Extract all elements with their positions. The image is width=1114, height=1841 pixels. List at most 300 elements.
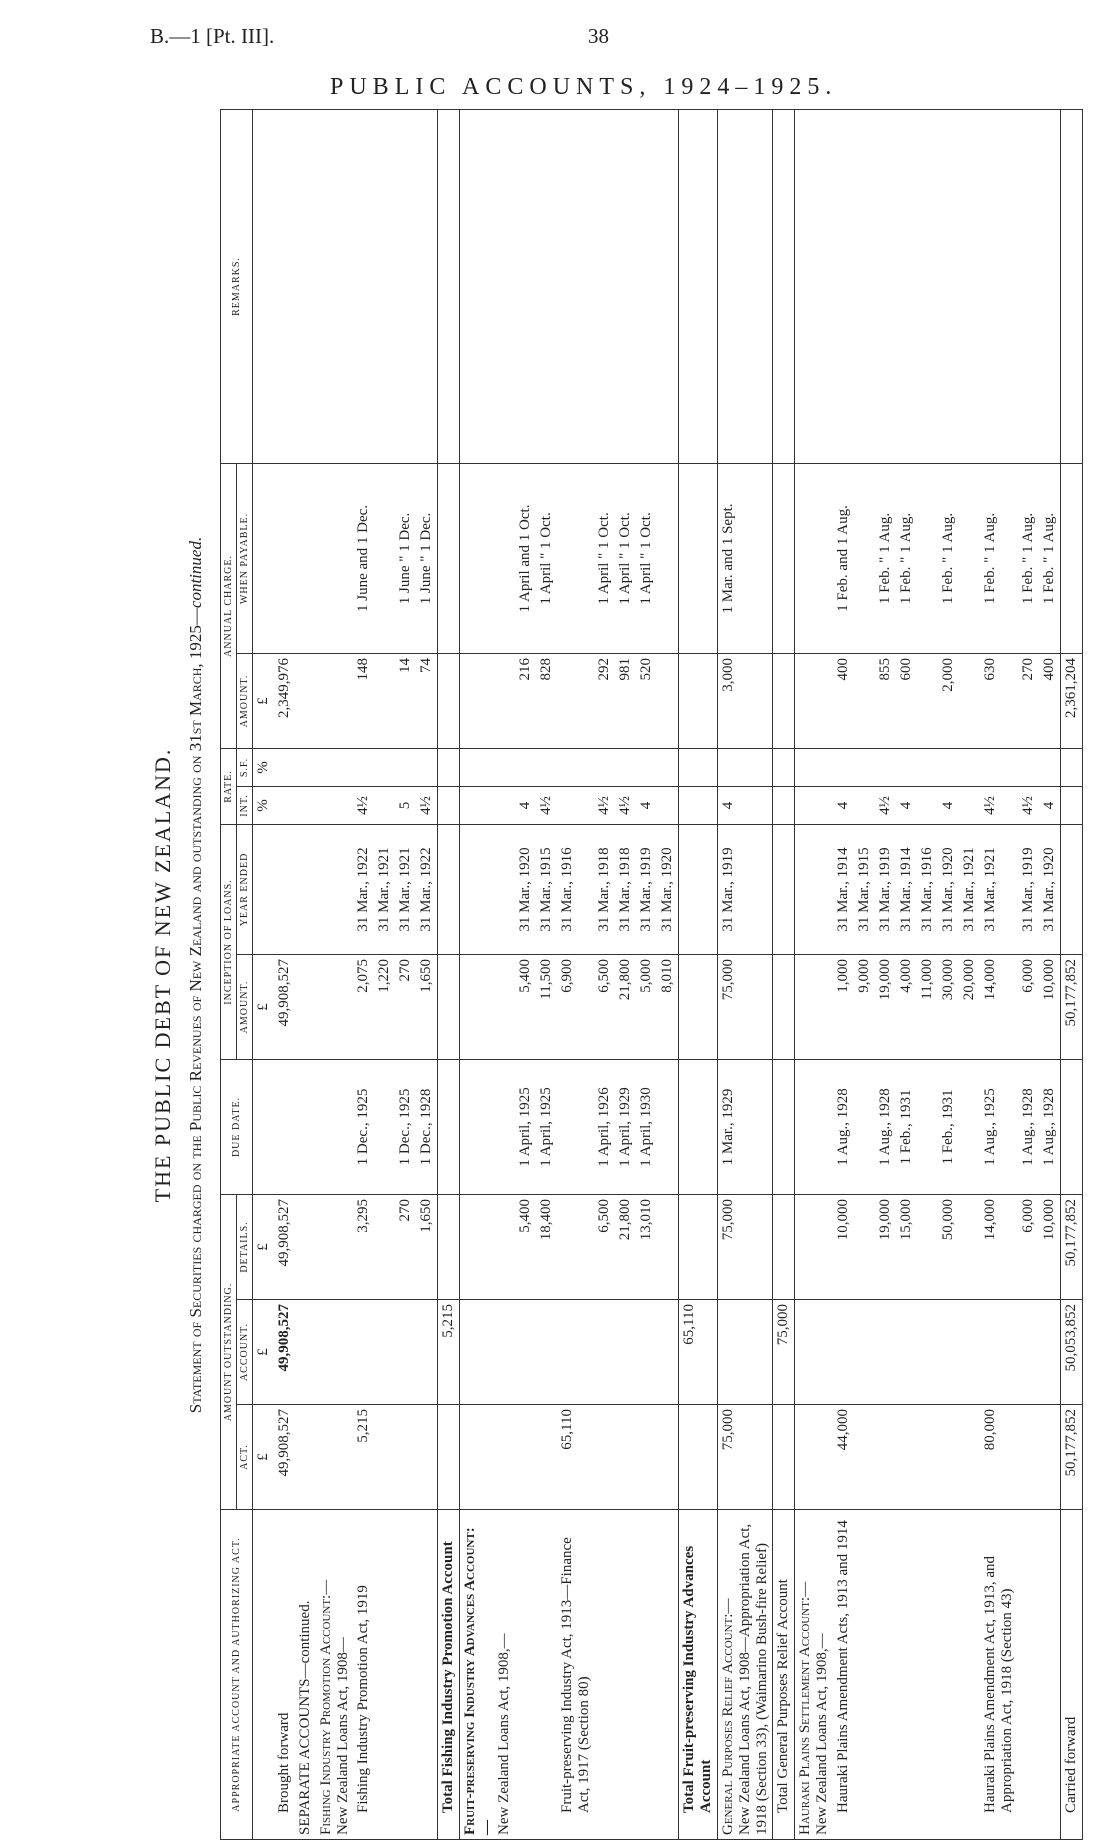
hauraki-annual [854,653,875,748]
fishing-when: 1 June " 1 Dec. [416,463,438,653]
fruit-year: 31 Mar., 1919 [636,824,657,954]
fishing-rate-int: 4½ [353,786,374,824]
fruit-row [636,109,657,1839]
col-inc-year: YEAR ENDED [237,824,253,954]
fishing-inc-amount: 1,650 [416,954,438,1059]
fishing-year: 31 Mar., 1921 [374,824,395,954]
fruit-act-cell: Fruit-preserving Industry Act, 1913—Finance Act, 1917 (Section 80) [557,1510,595,1840]
hauraki-inc-amount: 14,000 [980,954,1018,1059]
unit-percent: % [253,748,275,786]
fruit-when: 1 April " 1 Oct. [615,463,636,653]
hauraki-rate-int [854,786,875,824]
fruit-remarks [615,109,636,463]
fruit-annual [657,653,679,748]
fruit-act-amount [594,1405,615,1510]
fruit-year: 31 Mar., 1920 [657,824,679,954]
fruit-row [594,109,615,1839]
fruit-rate-int [557,786,595,824]
hauraki-annual: 600 [896,653,917,748]
hauraki-act-cell [959,1510,980,1840]
fruit-when [557,463,595,653]
fruit-rate-sf [636,748,657,786]
hauraki-row [854,109,875,1839]
fruit-section [460,109,718,1839]
bf-inc-amount: 49,908,527 [274,954,295,1059]
hauraki-act-cell [1039,1510,1061,1840]
fruit-rate-int: 4½ [536,786,557,824]
page-title: PUBLIC ACCOUNTS, 1924–1925. [330,74,838,100]
general-total-row [773,109,795,1839]
fishing-total-empty [438,1194,460,1299]
fishing-annual: 14 [395,653,416,748]
hauraki-annual: 270 [1018,653,1039,748]
hauraki-when [917,463,938,653]
fishing-total-act [438,1405,460,1510]
col-annual-charge-header: ANNUAL CHARGE. [221,463,237,748]
fishing-due: 1 Dec., 1925 [395,1059,416,1194]
fishing-total-empty [438,748,460,786]
fishing-account [353,1300,374,1405]
unit-percent: % [253,786,275,824]
fishing-rate-sf [353,748,374,786]
table-statement [186,110,206,1840]
hauraki-account [896,1300,917,1405]
hauraki-row [875,109,896,1839]
document-reference: B.—1 [Pt. III]. [150,24,275,48]
fruit-act-cell [515,1510,536,1840]
page-number: 38 [588,24,609,48]
fruit-act-amount [536,1405,557,1510]
fishing-act-amount [416,1405,438,1510]
fruit-when: 1 April and 1 Oct. [515,463,536,653]
hauraki-act-amount [854,1405,875,1510]
hauraki-details: 10,000 [833,1194,854,1299]
fishing-due [374,1059,395,1194]
hauraki-due [959,1059,980,1194]
hauraki-when: 1 Feb. " 1 Aug. [875,463,896,653]
hauraki-account [833,1300,854,1405]
hauraki-act-amount [959,1405,980,1510]
col-rate-sf: S.F. [237,748,253,786]
hauraki-heading-text: Hauraki Plains Settlement Account:— [797,1581,814,1835]
fishing-row [395,109,416,1839]
fruit-details: 18,400 [536,1194,557,1299]
fruit-act-amount [636,1405,657,1510]
fruit-act-cell [536,1510,557,1840]
general-act-amount: 75,000 [717,1405,772,1510]
hauraki-due: 1 Aug., 1928 [1039,1059,1061,1194]
general-annual: 3,000 [717,653,772,748]
hauraki-rate-int: 4½ [1018,786,1039,824]
fishing-row [416,109,438,1839]
hauraki-annual: 400 [1039,653,1061,748]
hauraki-when: 1 Feb. " 1 Aug. [1039,463,1061,653]
hauraki-account [938,1300,959,1405]
fruit-year: 31 Mar., 1920 [515,824,536,954]
fishing-when: 1 June " 1 Dec. [395,463,416,653]
bf-annual: 2,349,976 [274,653,295,748]
col-ac-when: WHEN PAYABLE. [237,463,253,653]
fruit-details: 5,400 [515,1194,536,1299]
fruit-row [515,109,536,1839]
hauraki-rate-int: 4 [1039,786,1061,824]
hauraki-inc-amount: 19,000 [875,954,896,1059]
hauraki-inc-amount: 30,000 [938,954,959,1059]
general-due: 1 Mar., 1929 [717,1059,772,1194]
hauraki-year: 31 Mar., 1921 [980,824,1018,954]
hauraki-sub: New Zealand Loans Act, 1908,— [814,1633,831,1835]
fruit-annual [557,653,595,748]
hauraki-rate-sf [875,748,896,786]
hauraki-rate-int: 4 [896,786,917,824]
hauraki-details: 6,000 [1018,1194,1039,1299]
general-when: 1 Mar. and 1 Sept. [717,463,772,653]
hauraki-when: 1 Feb. " 1 Aug. [1018,463,1039,653]
fishing-act-amount: 5,215 [353,1405,374,1510]
fruit-year: 31 Mar., 1916 [557,824,595,954]
statement-text: Statement of Securities charged on the Public Revenues of New Zealand and outstanding on 31st March, 1925— [186,608,205,1414]
hauraki-year: 31 Mar., 1914 [833,824,854,954]
col-ao-details: DETAILS. [237,1194,253,1299]
fishing-total: 5,215 [438,1300,460,1405]
fishing-total-empty [438,786,460,824]
brought-forward-label: Brought forward [274,1510,295,1840]
fishing-inc-amount: 1,220 [374,954,395,1059]
hauraki-annual [959,653,980,748]
hauraki-annual: 2,000 [938,653,959,748]
hauraki-account [854,1300,875,1405]
hauraki-inc-amount: 4,000 [896,954,917,1059]
fruit-rate-sf [615,748,636,786]
hauraki-remarks [854,109,875,463]
hauraki-when: 1 Feb. " 1 Aug. [980,463,1018,653]
hauraki-row [938,109,959,1839]
table-main-title: THE PUBLIC DEBT OF NEW ZEALAND. [150,747,175,1203]
hauraki-due: 1 Aug., 1928 [1018,1059,1039,1194]
fishing-rate-int: 5 [395,786,416,824]
fruit-total: 65,110 [679,1300,718,1405]
hauraki-details [854,1194,875,1299]
col-rate-int: INT. [237,786,253,824]
cf-act: 50,177,852 [1060,1405,1082,1510]
fruit-act-cell [615,1510,636,1840]
hauraki-act-cell: Hauraki Plains Amendment Acts, 1913 and 1914 [833,1510,854,1840]
fishing-total-empty [438,109,460,463]
hauraki-act-cell [854,1510,875,1840]
hauraki-row [896,109,917,1839]
fruit-due [557,1059,595,1194]
hauraki-row [1039,109,1061,1839]
hauraki-details: 15,000 [896,1194,917,1299]
hauraki-remarks [833,109,854,463]
hauraki-rate-sf [854,748,875,786]
col-inc-amount: AMOUNT. [237,954,253,1059]
fruit-heading [460,1510,515,1840]
hauraki-heading-row [795,109,833,1839]
fishing-heading-text: Fishing Industry Promotion Account:— [317,1579,334,1835]
hauraki-act-cell [896,1510,917,1840]
carried-forward-section [1060,109,1082,1839]
hauraki-when: 1 Feb. " 1 Aug. [938,463,959,653]
fruit-due: 1 April, 1925 [515,1059,536,1194]
hauraki-inc-amount: 6,000 [1018,954,1039,1059]
fishing-act-cell [416,1510,438,1840]
fruit-total-empty [679,1194,718,1299]
fruit-details: 6,500 [594,1194,615,1299]
fruit-total-empty [679,653,718,748]
fruit-remarks [594,109,615,463]
fruit-rate-sf [594,748,615,786]
fishing-remarks [374,109,395,463]
fishing-rate-sf [395,748,416,786]
fishing-details [374,1194,395,1299]
hauraki-details: 10,000 [1039,1194,1061,1299]
fruit-year: 31 Mar., 1915 [536,824,557,954]
unit-pound: £ [253,1300,275,1405]
hauraki-remarks [1039,109,1061,463]
fishing-total-empty [438,824,460,954]
fruit-when: 1 April " 1 Oct. [594,463,615,653]
unit-pound: £ [253,1194,275,1299]
unit-pound: £ [253,1405,275,1510]
fruit-annual: 828 [536,653,557,748]
fruit-act-amount: 65,110 [557,1405,595,1510]
hauraki-when [854,463,875,653]
fruit-rate-int: 4 [515,786,536,824]
hauraki-inc-amount: 20,000 [959,954,980,1059]
fruit-total-row [679,109,718,1839]
brought-forward-row [274,109,295,1839]
hauraki-section [795,109,1060,1839]
fishing-annual [374,653,395,748]
hauraki-inc-amount: 9,000 [854,954,875,1059]
unit-pound: £ [253,954,275,1059]
col-inception-header: INCEPTION OF LOANS. [221,824,237,1059]
carried-forward-label: Carried forward [1060,1510,1082,1840]
fruit-year: 31 Mar., 1918 [615,824,636,954]
fruit-annual: 520 [636,653,657,748]
hauraki-row [833,109,854,1839]
fruit-remarks [657,109,679,463]
fruit-details: 13,010 [636,1194,657,1299]
fruit-inc-amount: 8,010 [657,954,679,1059]
fishing-total-empty [438,954,460,1059]
fruit-details [657,1194,679,1299]
hauraki-rate-sf [1018,748,1039,786]
fishing-remarks [353,109,374,463]
fishing-rate-int [374,786,395,824]
hauraki-remarks [875,109,896,463]
fruit-remarks [557,109,595,463]
cf-inc-amount: 50,177,852 [1060,954,1082,1059]
hauraki-account [959,1300,980,1405]
hauraki-when [959,463,980,653]
fruit-inc-amount: 6,500 [594,954,615,1059]
hauraki-rate-sf [1039,748,1061,786]
fruit-annual: 292 [594,653,615,748]
fruit-total-empty [679,463,718,653]
fruit-when: 1 April " 1 Oct. [536,463,557,653]
fishing-account [416,1300,438,1405]
fruit-account [657,1300,679,1405]
hauraki-account [1018,1300,1039,1405]
fruit-total-empty [679,954,718,1059]
hauraki-year: 31 Mar., 1915 [854,824,875,954]
fishing-remarks [395,109,416,463]
hauraki-year: 31 Mar., 1914 [896,824,917,954]
general-details: 75,000 [717,1194,772,1299]
hauraki-year: 31 Mar., 1921 [959,824,980,954]
hauraki-details: 50,000 [938,1194,959,1299]
hauraki-rate-sf [833,748,854,786]
fishing-sub: New Zealand Loans Act, 1908— [334,1637,351,1835]
fishing-section [316,109,460,1839]
fishing-rate-sf [374,748,395,786]
hauraki-year: 31 Mar., 1916 [917,824,938,954]
hauraki-act-amount [917,1405,938,1510]
hauraki-annual: 400 [833,653,854,748]
hauraki-row [917,109,938,1839]
hauraki-rate-sf [896,748,917,786]
fishing-annual: 74 [416,653,438,748]
fishing-year: 31 Mar., 1921 [395,824,416,954]
hauraki-heading [795,1510,833,1840]
hauraki-act-amount [1039,1405,1061,1510]
fruit-total-empty [679,748,718,786]
hauraki-account [917,1300,938,1405]
hauraki-due: 1 Aug., 1925 [980,1059,1018,1194]
fruit-total-empty [679,786,718,824]
hauraki-year: 31 Mar., 1919 [1018,824,1039,954]
hauraki-year: 31 Mar., 1919 [875,824,896,954]
general-int: 4 [717,786,772,824]
hauraki-act-amount [875,1405,896,1510]
fishing-row [353,109,374,1839]
fishing-inc-amount: 270 [395,954,416,1059]
hauraki-remarks [980,109,1018,463]
fruit-act-amount [615,1405,636,1510]
fishing-details: 1,650 [416,1194,438,1299]
fishing-year: 31 Mar., 1922 [353,824,374,954]
fruit-act-amount [515,1405,536,1510]
fruit-when: 1 April " 1 Oct. [636,463,657,653]
fishing-heading [316,1510,354,1840]
table-body [253,109,316,1839]
carried-forward-row [1060,109,1082,1839]
hauraki-account [1039,1300,1061,1405]
separate-accounts-label: SEPARATE ACCOUNTS—continued. [295,1510,316,1840]
fruit-total-empty [679,824,718,954]
general-heading-text: General Purposes Relief Account:— [719,1598,736,1835]
general-row [717,109,772,1839]
fruit-rate-sf [557,748,595,786]
fishing-act-cell: Fishing Industry Promotion Act, 1919 [353,1510,374,1840]
general-total: 75,000 [773,1300,795,1405]
hauraki-when: 1 Feb. and 1 Aug. [833,463,854,653]
general-inc: 75,000 [717,954,772,1059]
fruit-rate-sf [657,748,679,786]
fruit-row [557,109,595,1839]
hauraki-rate-sf [938,748,959,786]
hauraki-row [959,109,980,1839]
general-year: 31 Mar., 1919 [717,824,772,954]
bf-account: 49,908,527 [274,1300,295,1405]
col-act-header: APPROPRIATE ACCOUNT AND AUTHORIZING ACT. [221,1510,253,1840]
hauraki-due: 1 Aug., 1928 [875,1059,896,1194]
fishing-details: 270 [395,1194,416,1299]
hauraki-annual [917,653,938,748]
fruit-act-amount [657,1405,679,1510]
fruit-inc-amount: 21,800 [615,954,636,1059]
hauraki-remarks [1018,109,1039,463]
fishing-year: 31 Mar., 1922 [416,824,438,954]
col-ao-account: ACCOUNT. [237,1300,253,1405]
fruit-act-cell [657,1510,679,1840]
fishing-when [374,463,395,653]
hauraki-inc-amount: 11,000 [917,954,938,1059]
fruit-account [515,1300,536,1405]
col-ac-amount: AMOUNT. [237,653,253,748]
fruit-rate-sf [515,748,536,786]
hauraki-details: 19,000 [875,1194,896,1299]
fruit-act-cell [636,1510,657,1840]
hauraki-annual: 855 [875,653,896,748]
bf-act: 49,908,527 [274,1405,295,1510]
hauraki-rate-int: 4 [833,786,854,824]
fishing-details: 3,295 [353,1194,374,1299]
units-row [253,109,275,1839]
rotated-table-block [150,110,1080,1840]
fruit-annual: 216 [515,653,536,748]
fishing-total-empty [438,1059,460,1194]
fishing-act-amount [374,1405,395,1510]
general-total-label: Total General Purposes Relief Account [773,1510,795,1840]
hauraki-due: 1 Feb., 1931 [896,1059,917,1194]
fishing-annual: 148 [353,653,374,748]
hauraki-rate-int: 4 [938,786,959,824]
fruit-account [594,1300,615,1405]
hauraki-due: 1 Feb., 1931 [938,1059,959,1194]
fruit-due: 1 April, 1925 [536,1059,557,1194]
fruit-act1: New Zealand Loans Act, 1908,— [495,1633,512,1835]
hauraki-due [854,1059,875,1194]
col-rate-header: RATE. [221,748,237,824]
fishing-rate-sf [416,748,438,786]
fruit-account [536,1300,557,1405]
hauraki-act-cell [917,1510,938,1840]
fishing-act-amount [395,1405,416,1510]
hauraki-due [917,1059,938,1194]
hauraki-rate-int: 4½ [980,786,1018,824]
fruit-rate-sf [536,748,557,786]
fruit-due: 1 April, 1929 [615,1059,636,1194]
fruit-remarks [515,109,536,463]
hauraki-remarks [896,109,917,463]
fruit-total-act [679,1405,718,1510]
hauraki-act-cell [1018,1510,1039,1840]
hauraki-rate-sf [980,748,1018,786]
separate-accounts-row [295,109,316,1839]
hauraki-rate-sf [917,748,938,786]
fruit-remarks [536,109,557,463]
fruit-total-label: Total Fruit-preserving Industry Advances Account [679,1510,718,1840]
hauraki-rate-int [917,786,938,824]
hauraki-row [980,109,1018,1839]
fruit-inc-amount: 5,000 [636,954,657,1059]
cf-annual: 2,361,204 [1060,653,1082,748]
hauraki-act-cell: Hauraki Plains Amendment Act, 1913, and Appropriation Act, 1918 (Section 43) [980,1510,1018,1840]
hauraki-rate-int [959,786,980,824]
